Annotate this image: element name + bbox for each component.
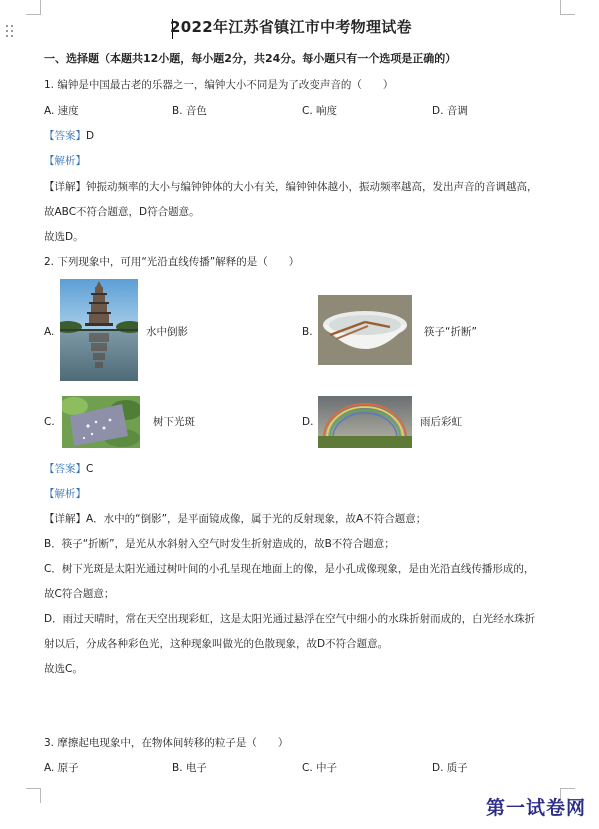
answer-label: 【答案】 — [44, 463, 86, 475]
detail-label: 【详解】 — [44, 181, 86, 193]
detail-label: 【详解】 — [44, 513, 86, 525]
q1-option-b: B. 音色 — [172, 105, 207, 117]
q2-stem: 2. 下列现象中，可用“光沿直线传播”解释的是（ ） — [44, 256, 300, 268]
drag-handle-icon[interactable] — [5, 24, 15, 38]
q3-option-c: C. 中子 — [302, 762, 338, 774]
q1-option-a: A. 速度 — [44, 105, 79, 117]
page-corner-mark — [26, 0, 41, 15]
q2-option-b-letter: B. — [302, 326, 313, 338]
chopsticks-in-bowl-image — [318, 295, 412, 365]
q2-analysis-label: 【解析】 — [44, 488, 86, 500]
q2-option-c-letter: C. — [44, 416, 55, 428]
q2-detail-c-line-1: C．树下光斑是太阳光通过树叶间的小孔呈现在地面上的像，是小孔成像现象，是由光沿直线传播形成的， — [44, 563, 535, 575]
q3-option-a: A. 原子 — [44, 762, 79, 774]
q1-detail-line-2: 故ABC不符合题意，D符合题意。 — [44, 206, 200, 218]
q2-detail-c-line-2: 故C符合题意； — [44, 588, 115, 600]
page-title: 2022年江苏省镇江市中考物理试卷 — [170, 18, 412, 36]
q2-option-c-caption: 树下光斑 — [153, 416, 195, 428]
rainbow-image — [318, 396, 412, 448]
q2-detail-d-line-1: D．雨过天晴时，常在天空出现彩虹，这是太阳光通过悬浮在空气中细小的水珠折射而成的，白光经水珠折 — [44, 613, 536, 625]
q3-stem: 3. 摩擦起电现象中，在物体间转移的粒子是（ ） — [44, 737, 289, 749]
answer-value: C — [86, 463, 94, 475]
q1-stem: 1. 编钟是中国最古老的乐器之一，编钟大小不同是为了改变声音的（ ） — [44, 79, 394, 91]
q3-option-b: B. 电子 — [172, 762, 207, 774]
q3-option-d: D. 质子 — [432, 762, 468, 774]
q2-option-b-caption: 筷子“折断” — [424, 326, 477, 338]
q2-option-d-letter: D. — [302, 416, 314, 428]
q2-detail-a — [44, 512, 426, 526]
page-corner-mark — [560, 0, 575, 15]
q2-detail-d-line-2: 射以后，分成各种彩色光，这种现象叫做光的色散现象，故D不符合题意。 — [44, 638, 389, 650]
q2-conclusion: 故选C。 — [44, 663, 83, 675]
q1-answer — [44, 129, 94, 143]
q1-analysis-label: 【解析】 — [44, 155, 86, 167]
q2-option-d-caption: 雨后彩虹 — [420, 416, 462, 428]
q1-conclusion: 故选D。 — [44, 231, 84, 243]
q2-answer — [44, 462, 93, 476]
q1-option-d: D. 音调 — [432, 105, 468, 117]
site-watermark-logo: 第一试卷网 — [486, 797, 587, 819]
q2-option-a-letter: A. — [44, 326, 55, 338]
section-heading: 一、选择题（本题共12小题，每小题2分，共24分。每小题只有一个选项是正确的） — [44, 52, 457, 65]
q2-option-a-caption: 水中倒影 — [146, 326, 188, 338]
pagoda-reflection-image — [60, 279, 138, 381]
detail-text: A．水中的“倒影”，是平面镜成像，属于光的反射现象，故A不符合题意； — [86, 513, 427, 525]
page-corner-mark — [26, 788, 41, 803]
light-spots-under-tree-image — [62, 396, 140, 448]
q1-option-c: C. 响度 — [302, 105, 338, 117]
answer-value: D — [86, 130, 95, 142]
q2-detail-b: B．筷子“折断”，是光从水斜射入空气时发生折射造成的，故B不符合题意； — [44, 538, 395, 550]
answer-label: 【答案】 — [44, 130, 86, 142]
q1-detail-line-1 — [44, 180, 538, 194]
detail-text: 钟振动频率的大小与编钟钟体的大小有关，编钟钟体越小，振动频率越高，发出声音的音调越高， — [86, 181, 538, 193]
